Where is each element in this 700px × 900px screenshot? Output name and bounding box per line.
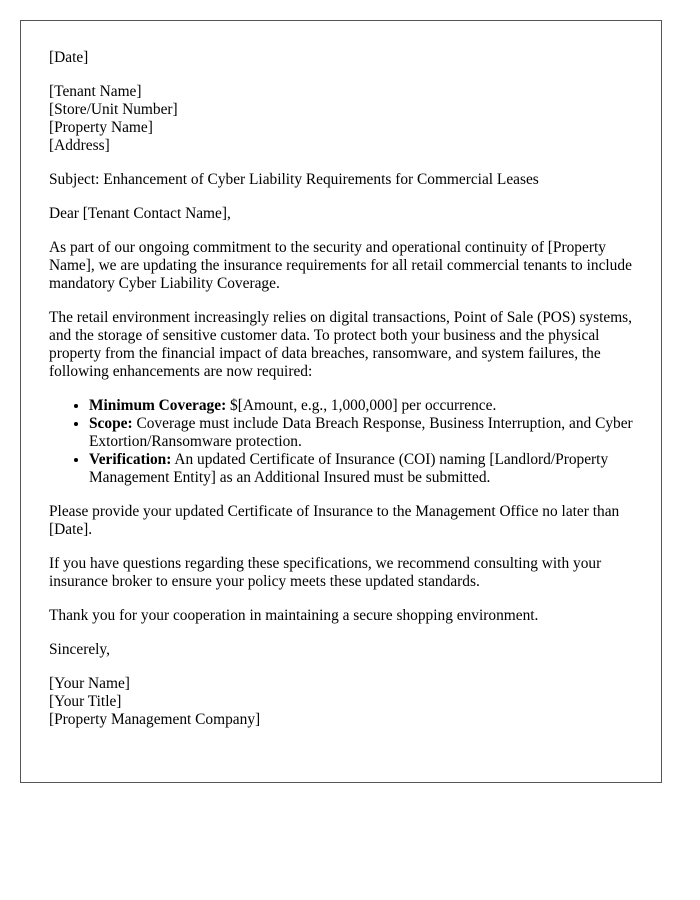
requirement-label: Verification: — [89, 451, 172, 468]
signature-block — [49, 675, 633, 729]
requirement-label: Minimum Coverage: — [89, 397, 227, 414]
letter — [20, 20, 662, 783]
recipient-name: [Tenant Name] — [49, 83, 142, 100]
body-paragraph: Please provide your updated Certificate of Insurance to the Management Office no later than [Date]. — [49, 503, 620, 538]
requirements-list — [49, 397, 633, 487]
body-paragraph: Thank you for your cooperation in maintaining a secure shopping environment. — [49, 607, 539, 624]
requirement-label: Scope: — [89, 415, 133, 432]
requirement-text: Coverage must include Data Breach Response, Business Interruption, and Cyber Extortion/Ransomware protection. — [89, 415, 633, 450]
requirement-item — [89, 415, 633, 451]
recipient-property: [Property Name] — [49, 119, 153, 136]
requirement-item — [89, 397, 633, 415]
body-paragraph: If you have questions regarding these specifications, we recommend consulting with your insurance broker to ensure your policy meets these updated standards. — [49, 555, 602, 590]
recipient-unit: [Store/Unit Number] — [49, 101, 178, 118]
recipient-address: [Address] — [49, 137, 110, 154]
signer-name: [Your Name] — [49, 675, 130, 692]
letter-date: [Date] — [49, 49, 89, 66]
subject-line: Subject: Enhancement of Cyber Liability Requirements for Commercial Leases — [49, 171, 539, 188]
signer-title: [Your Title] — [49, 693, 122, 710]
requirement-text: $[Amount, e.g., 1,000,000] per occurrence. — [226, 397, 497, 414]
body-paragraph: As part of our ongoing commitment to the security and operational continuity of [Property Name], we are updating the insurance requirements for all retail commercial tenants to include mandatory Cyber Liability Coverage. — [49, 239, 632, 292]
signoff: Sincerely, — [49, 641, 110, 658]
signer-company: [Property Management Company] — [49, 711, 261, 728]
salutation: Dear [Tenant Contact Name], — [49, 205, 231, 222]
recipient-block — [49, 83, 633, 155]
requirement-item — [89, 451, 633, 487]
body-paragraph: The retail environment increasingly relies on digital transactions, Point of Sale (POS) systems, and the storage of sensitive customer data. To protect both your business and the physical property from the financial impact of data breaches, ransomware, and system failures, the following enhancements are now required: — [49, 309, 633, 380]
requirement-text: An updated Certificate of Insurance (COI) naming [Landlord/Property Management Entity] as an Additional Insured must be submitted. — [89, 451, 609, 486]
